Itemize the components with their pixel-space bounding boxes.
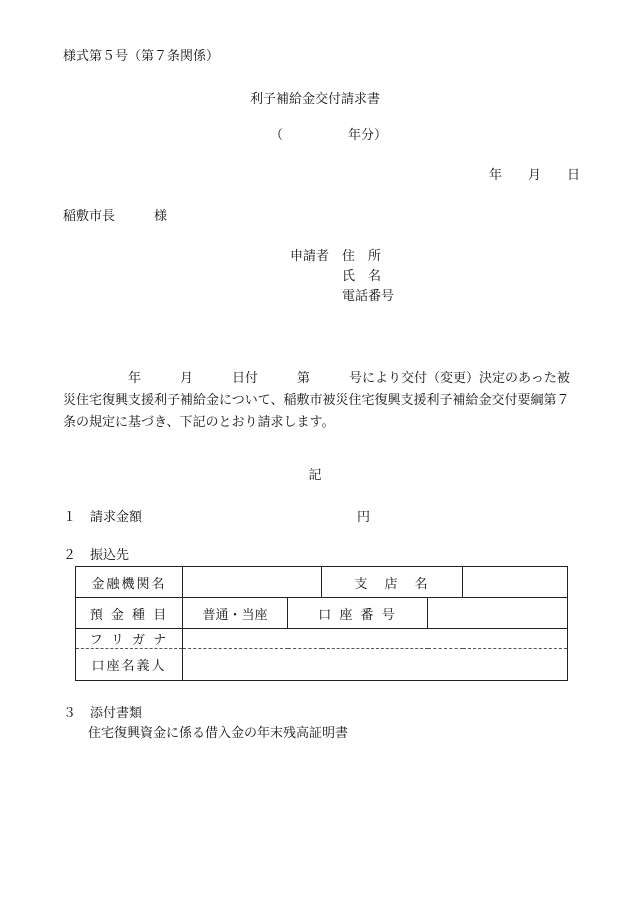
applicant-address: 住 所 — [342, 249, 382, 264]
bank-name-field[interactable] — [183, 567, 322, 598]
item2-number: ２ — [63, 548, 77, 563]
furigana-label: フ リ ガ ナ — [76, 629, 183, 649]
account-type-value[interactable]: 普通・当座 — [183, 598, 288, 629]
account-holder-field[interactable] — [183, 649, 568, 681]
body-line-1: 年 月 日付 第 号により交付（変更）決定のあった被 — [63, 371, 570, 386]
branch-name-label: 支 店 名 — [322, 567, 463, 598]
bank-transfer-table — [75, 566, 568, 681]
applicant-label: 申請者 — [290, 249, 330, 264]
account-type-label: 預 金 種 目 — [76, 598, 183, 629]
ki-heading: 記 — [308, 468, 322, 483]
account-holder-label: 口座名義人 — [76, 649, 183, 681]
form-number: 様式第５号（第７条関係） — [63, 49, 220, 64]
item1-label: 請求金額 — [90, 510, 143, 525]
body-paragraph — [63, 368, 585, 434]
applicant-phone: 電話番号 — [342, 289, 395, 304]
item1-unit: 円 — [357, 510, 371, 525]
year-label: （ 年分） — [270, 128, 388, 143]
date-line: 年 月 日 — [489, 168, 581, 183]
item2-label: 振込先 — [90, 548, 130, 563]
applicant-name: 氏 名 — [342, 269, 382, 284]
document-title: 利子補給金交付請求書 — [249, 92, 380, 107]
furigana-field[interactable] — [183, 629, 568, 649]
item3-label: 添付書類 — [90, 706, 143, 721]
account-number-label: 口 座 番 号 — [288, 598, 428, 629]
body-line-2: 災住宅復興支援利子補給金について、稲敷市被災住宅復興支援利子補給金交付要綱第７ — [63, 393, 570, 408]
item3-content: 住宅復興資金に係る借入金の年末残高証明書 — [88, 726, 349, 741]
body-line-3: 条の規定に基づき、下記のとおり請求します。 — [63, 415, 335, 430]
addressee: 稲敷市長 様 — [63, 209, 168, 224]
account-number-field[interactable] — [428, 598, 568, 629]
item1-number: １ — [63, 510, 77, 525]
branch-name-field[interactable] — [463, 567, 568, 598]
item3-number: ３ — [63, 706, 77, 721]
bank-name-label: 金融機関名 — [76, 567, 183, 598]
